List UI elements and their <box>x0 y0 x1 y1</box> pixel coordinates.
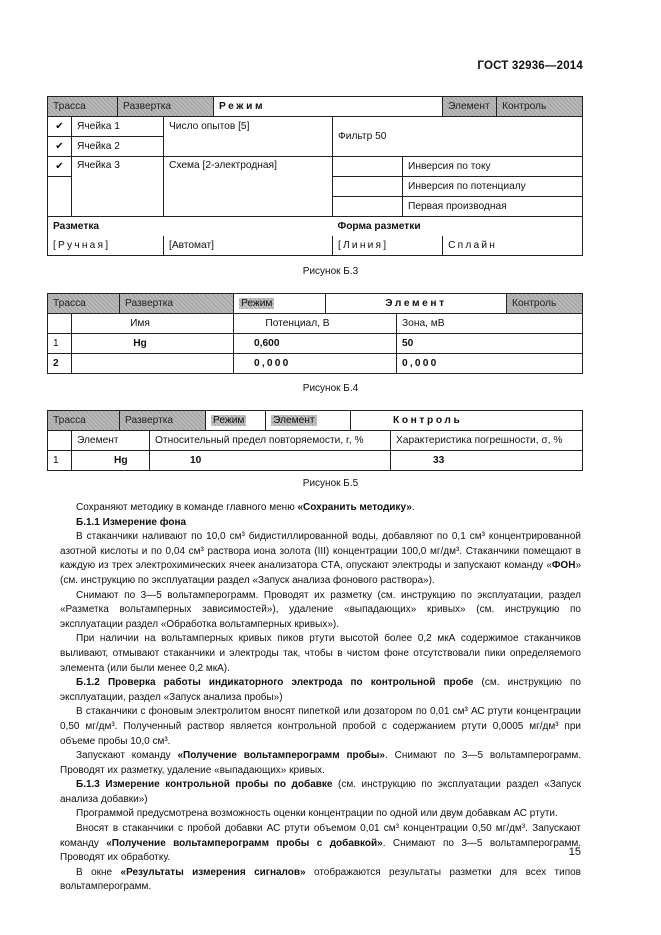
tab-control[interactable]: Контроль <box>351 411 583 431</box>
potential-input[interactable]: 0,000 <box>234 354 397 374</box>
option-first-derivative[interactable]: Первая производная <box>403 197 583 217</box>
figure-b5-caption: Рисунок Б.5 <box>302 478 359 489</box>
index-header <box>48 431 72 451</box>
index-header <box>48 314 72 334</box>
section-heading: Б.1.2 Проверка работы индикаторного электрода по контрольной пробе (см. инструкцию по эксплуатации, раздел «Запуск анализа пробы») <box>60 677 581 703</box>
tab-element[interactable]: Элемент <box>266 411 351 431</box>
column-name: Имя <box>72 314 234 334</box>
paragraph: Программой предусмотрена возможность оценки концентрации по одной или двум добавкам АС ртути. <box>76 808 558 820</box>
tab-mode[interactable]: Режим <box>206 411 266 431</box>
tab-sweep[interactable]: Развертка <box>120 411 206 431</box>
tab-mode[interactable]: Режим <box>214 97 443 117</box>
row-index: 1 <box>48 451 72 471</box>
markup-form-label: Форма разметки <box>333 217 583 237</box>
paragraph: Сохраняют методику в команде главного меню «Сохранить методику». <box>76 502 415 513</box>
filter-field[interactable]: Фильтр 50 <box>333 117 583 157</box>
column-error: Характеристика погрешности, σ, % <box>391 431 583 451</box>
tab-sweep[interactable]: Развертка <box>118 97 214 117</box>
page-number: 15 <box>568 846 581 858</box>
paragraph: Запускают команду «Получение вольтамперограмм пробы». Снимают по 3—5 вольтамперограмм. Проводят их разметку, удаление «выпадающих» кривых. <box>60 750 581 776</box>
error-value[interactable]: 33 <box>391 451 583 471</box>
cell-1-label[interactable]: Ячейка 1 <box>72 117 164 137</box>
paragraph: В стаканчики с фоновым электролитом вносят пипеткой или дозатором по 0,01 см³ АС ртути концентрации 0,50 мг/дм³. Полученный раствор является контрольной пробой с содержанием ртути 0,0005 мг/дм³ при объеме пробы 10,0 см³. <box>60 706 581 747</box>
tab-sweep[interactable]: Развертка <box>120 294 234 314</box>
markup-auto[interactable]: [Автомат] <box>164 236 333 256</box>
tab-control[interactable]: Контроль <box>497 97 583 117</box>
checkbox-invert-current[interactable] <box>333 157 403 177</box>
zone-input[interactable]: 50 <box>397 334 583 354</box>
checkbox-invert-potential[interactable] <box>333 177 403 197</box>
tab-element[interactable]: Элемент <box>326 294 507 314</box>
markup-manual[interactable]: [Ручная] <box>48 236 164 256</box>
standard-number: ГОСТ 32936—2014 <box>477 60 583 72</box>
element-name: Hg <box>72 451 150 471</box>
tab-trace[interactable]: Трасса <box>48 294 120 314</box>
cell-3-label[interactable]: Ячейка 3 <box>72 157 164 217</box>
paragraph: В стаканчики наливают по 10,0 см³ бидистиллированной воды, добавляют по 0,1 см³ концентрированной азотной кислоты и по 0,04 см³ раствора иона золота (III) концентрации 100,0 мг/дм³. Стаканчики помещают в каждую из трех электрохимических ячеек анализатора СТА, опускают электроды и запускают команду «ФОН» (см. инструкцию по эксплуатации раздел «Запуск анализа фонового раствора»). <box>60 531 581 586</box>
section-heading: Б.1.3 Измерение контрольной пробы по добавке (см. инструкцию по эксплуатации раздел «Запуск анализа добавки») <box>60 779 581 805</box>
column-zone: Зона, мВ <box>397 314 583 334</box>
checkbox-first-derivative[interactable] <box>333 197 403 217</box>
check-icon[interactable]: ✔ <box>48 157 72 177</box>
spacer <box>164 137 333 157</box>
paragraph: Вносят в стаканчики с пробой добавки АС ртути объемом 0,01 см³ концентрации 0,50 мг/дм³. Запускают команду «Получение вольтамперограмм пробы с добавкой». Снимают по 3—5 вольтамперограмм. Проводят их обработку. <box>60 823 581 864</box>
tab-element[interactable]: Элемент <box>443 97 497 117</box>
option-invert-current[interactable]: Инверсия по току <box>403 157 583 177</box>
zone-input[interactable]: 0,000 <box>397 354 583 374</box>
figure-b3-caption: Рисунок Б.3 <box>302 266 359 277</box>
tab-control[interactable]: Контроль <box>507 294 583 314</box>
potential-input[interactable]: 0,600 <box>234 334 397 354</box>
row-index: 1 <box>48 334 72 354</box>
figure-b5-window <box>47 410 583 471</box>
tab-trace[interactable]: Трасса <box>48 411 120 431</box>
form-spline[interactable]: Сплайн <box>443 236 583 256</box>
spacer <box>48 177 72 217</box>
element-name-input[interactable]: Hg <box>72 334 234 354</box>
section-heading: Б.1.1 Измерение фона <box>76 516 187 528</box>
check-icon[interactable]: ✔ <box>48 117 72 137</box>
body-text <box>60 501 581 895</box>
tab-trace[interactable]: Трасса <box>48 97 118 117</box>
figure-b4-caption: Рисунок Б.4 <box>302 383 359 394</box>
tab-mode[interactable]: Режим <box>234 294 326 314</box>
repeatability-value[interactable]: 10 <box>150 451 391 471</box>
row-index: 2 <box>48 354 72 374</box>
element-name-input[interactable] <box>72 354 234 374</box>
trials-field[interactable]: Число опытов [5] <box>164 117 333 137</box>
paragraph: Снимают по 3—5 вольтамперограмм. Проводят их разметку (см. инструкцию по эксплуатации, раздел «Разметка вольтамперных зависимостей»), удаление «выпадающих» кривых» (см. инструкцию по эксплуатации раздел «Обработка вольтамперных кривых»). <box>60 589 581 630</box>
scheme-field[interactable]: Схема [2-электродная] <box>164 157 333 217</box>
column-repeatability: Относительный предел повторяемости, r, % <box>150 431 391 451</box>
option-invert-potential[interactable]: Инверсия по потенциалу <box>403 177 583 197</box>
column-potential: Потенциал, В <box>234 314 397 334</box>
figure-b3-window <box>47 96 583 256</box>
column-element: Элемент <box>72 431 150 451</box>
markup-label: Разметка <box>48 217 333 237</box>
paragraph: В окне «Результаты измерения сигналов» отображаются результаты разметки для всех типов вольтамперограмм. <box>60 866 581 893</box>
paragraph: При наличии на вольтамперных кривых пиков ртути высотой более 0,2 мкА содержимое стаканчиков выливают, отмывают стаканчики и электроды так, чтобы в чистом фоне отсутствовали пики определяемого элемента (или были менее 0,2 мкА). <box>60 633 581 674</box>
figure-b4-window <box>47 293 583 374</box>
check-icon[interactable]: ✔ <box>48 137 72 157</box>
form-line[interactable]: [Линия] <box>333 236 443 256</box>
cell-2-label[interactable]: Ячейка 2 <box>72 137 164 157</box>
